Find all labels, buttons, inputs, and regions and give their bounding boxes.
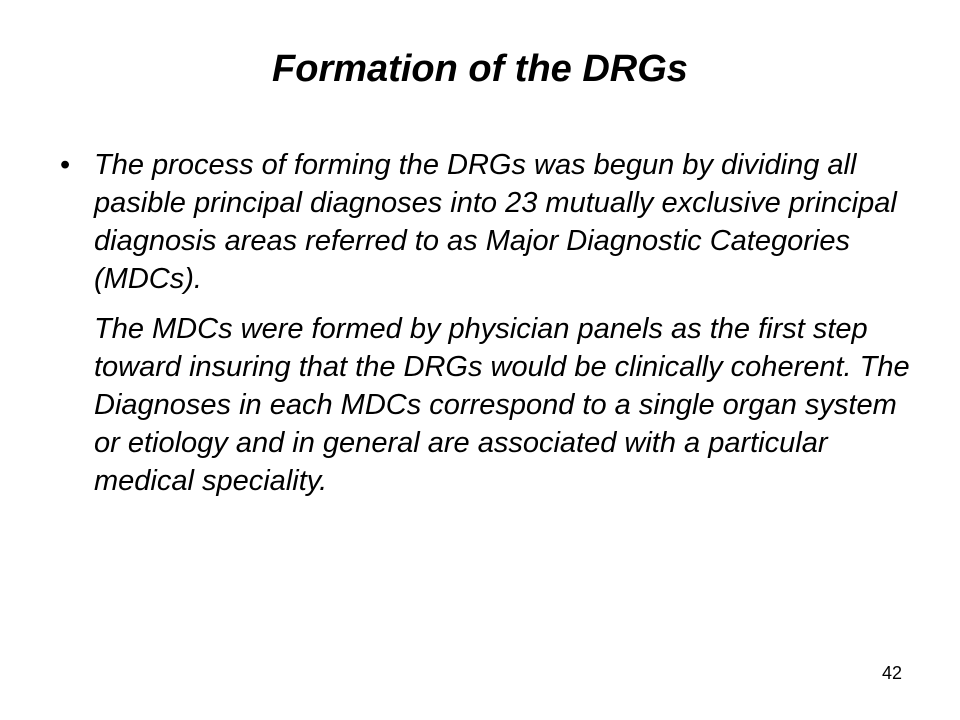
bullet-list [60, 146, 920, 500]
slide-title: Formation of the DRGs [272, 48, 688, 90]
paragraph-mdc-definition: The process of forming the DRGs was begun by dividing all pasible principal diagnoses into 23 mutually exclusive principal diagnosis areas referred to as Major Diagnostic Categories (MDCs). [94, 149, 897, 295]
bullet-item [60, 146, 920, 500]
paragraph-mdc-formation: The MDCs were formed by physician panels as the first step toward insuring that the DRGs would be clinically coherent. The Diagnoses in each MDCs correspond to a single organ system or etiology and in general are associated with a particular medical speciality. [94, 313, 910, 497]
bullet-dot-icon: • [60, 149, 71, 181]
page-number: 42 [881, 663, 902, 683]
